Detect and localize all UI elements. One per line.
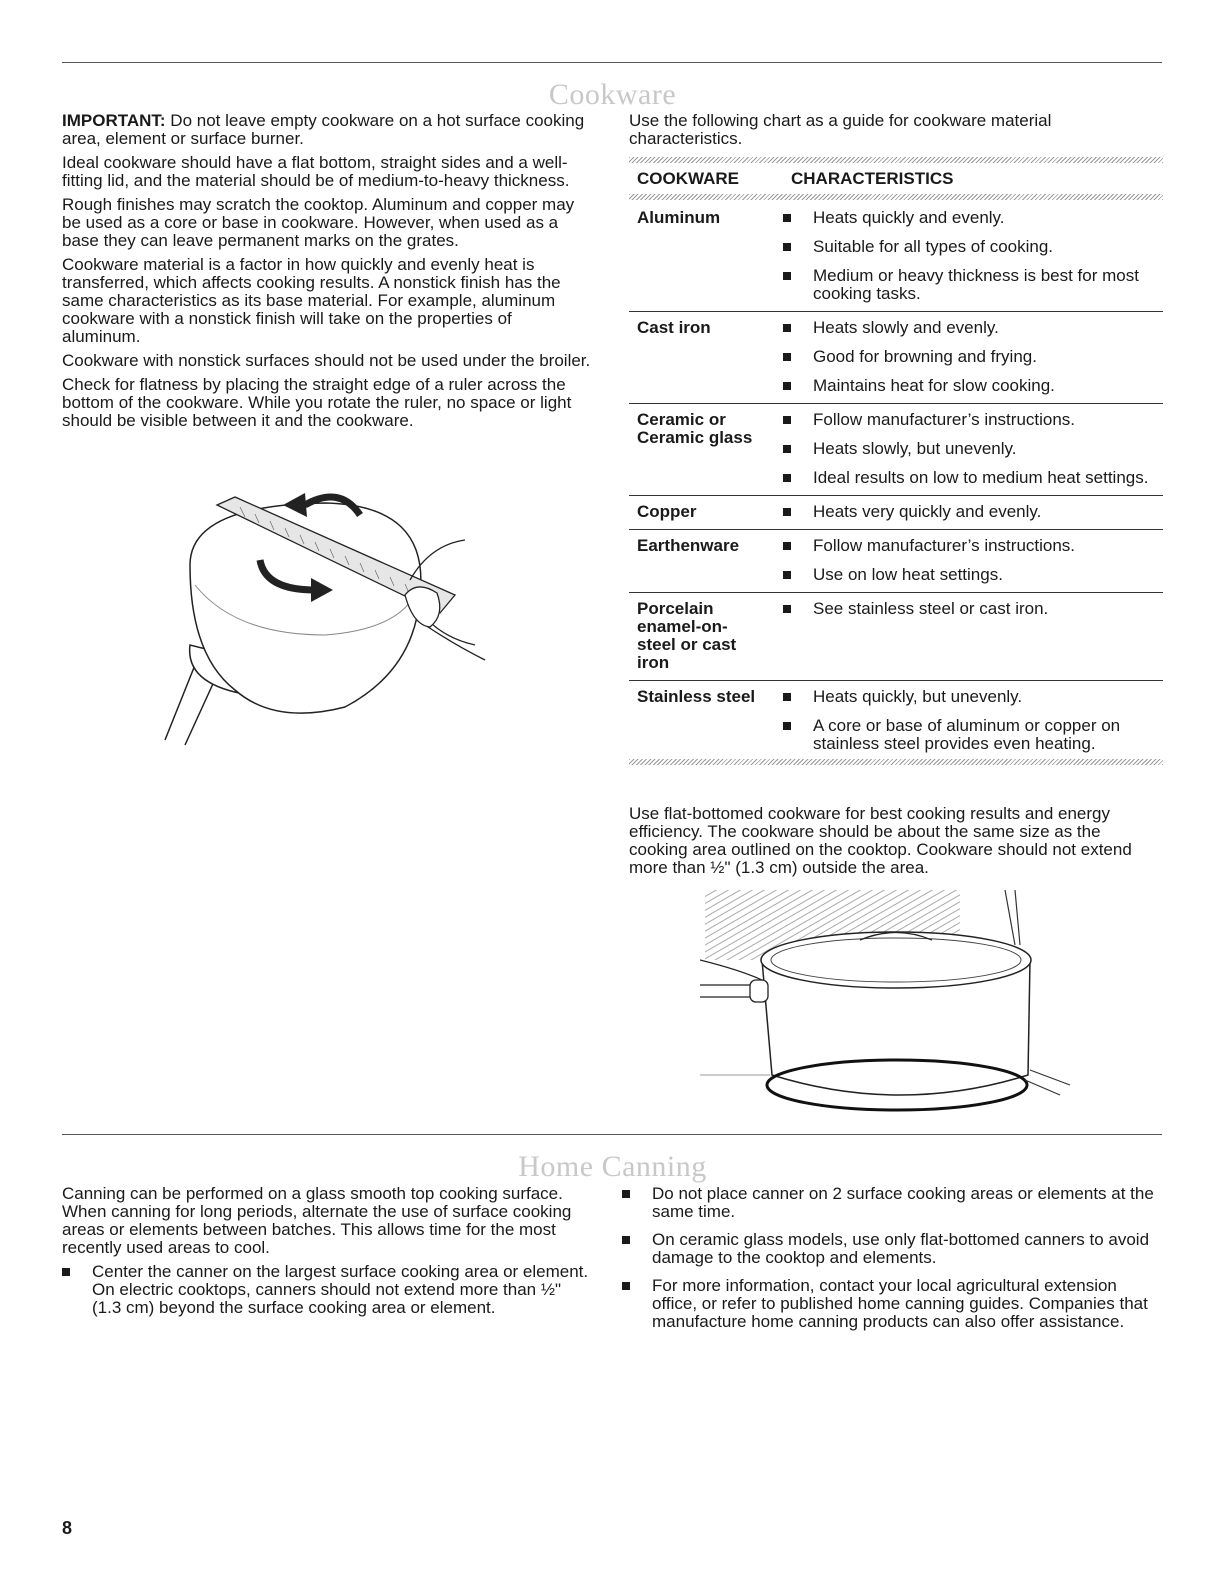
ruler-pan-illustration [155, 485, 505, 755]
paragraph-flatness: Check for flatness by placing the straight edge of a ruler across the bottom of the cookware. While you rotate the ruler, no space or light should be visible between it and the cookware. [62, 375, 572, 430]
material-cell: Porcelain enamel-on-steel or cast iron [637, 599, 737, 672]
header-characteristics: CHARACTERISTICS [791, 169, 954, 188]
characteristic: Good for browning and frying. [813, 347, 1037, 366]
bullet-icon [783, 353, 791, 361]
pot-drawing [700, 885, 1080, 1130]
page-number: 8 [62, 1518, 73, 1538]
bullet-icon [783, 243, 791, 251]
important-paragraph [62, 112, 594, 148]
paragraph-material: Cookware material is a factor in how quickly and evenly heat is transferred, which affects cooking results. A nonstick finish has the same characteristics as its base material. For example, aluminum cookware with a nonstick finish will take on the properties of aluminum. [62, 255, 561, 346]
bullet-icon [622, 1282, 630, 1290]
canning-bullet-item [62, 1263, 592, 1317]
cookware-title: Cookware [548, 78, 677, 111]
characteristic: Heats slowly, but unevenly. [813, 439, 1017, 458]
bullet-icon [783, 571, 791, 579]
header-cookware: COOKWARE [637, 169, 739, 188]
characteristic: Heats very quickly and evenly. [813, 502, 1042, 521]
bullet-icon [622, 1236, 630, 1244]
top-rule [62, 62, 1162, 63]
cookware-table [629, 157, 1163, 765]
paragraph-rough: Rough finishes may scratch the cooktop. Aluminum and copper may be used as a core or base in cookware. However, when used as a base they can leave permanent marks on the grates. [62, 195, 575, 250]
characteristic: Heats slowly and evenly. [813, 318, 999, 337]
table-bottom-border [629, 759, 1163, 765]
bullet-icon [783, 693, 791, 701]
table-row-porcelain [629, 593, 1163, 681]
bullet-icon [783, 416, 791, 424]
bullet-icon [783, 508, 791, 516]
bullet-text: Center the canner on the largest surface cooking area or element. On electric cooktops, canners should not extend more than ½" (1.3 cm) beyond the surface cooking area or element. [92, 1262, 589, 1317]
characteristic: Heats quickly, but unevenly. [813, 687, 1023, 706]
canning-left-column [62, 1185, 592, 1327]
table-row-earthenware [629, 530, 1163, 593]
canning-title: Home Canning [518, 1150, 707, 1183]
table-row-aluminum [629, 200, 1163, 312]
cookware-left-column [62, 112, 594, 436]
bullet-icon [783, 542, 791, 550]
characteristic: Maintains heat for slow cooking. [813, 376, 1055, 395]
canning-intro: Canning can be performed on a glass smooth top cooking surface. When canning for long periods, alternate the use of surface cooking areas or elements between batches. This allows time for the most recently used areas to cool. [62, 1184, 572, 1257]
bullet-text: On ceramic glass models, use only flat-bottomed canners to avoid damage to the cooktop and elements. [652, 1230, 1150, 1267]
canning-right-column [622, 1185, 1157, 1341]
after-table-paragraph: Use flat-bottomed cookware for best cooking results and energy efficiency. The cookware should be about the same size as the cooking area outlined on the cooktop. Cookware should not extend more than ½" (1.3 cm) outside the area. [629, 804, 1132, 877]
important-text: Do not leave empty cookware on a hot surface cooking area, element or surface burner. [62, 111, 585, 148]
table-header [629, 163, 1163, 194]
characteristic: See stainless steel or cast iron. [813, 599, 1049, 618]
important-label: IMPORTANT: [62, 111, 166, 130]
material-cell: Ceramic or Ceramic glass [637, 410, 753, 447]
characteristic: Follow manufacturer’s instructions. [813, 536, 1076, 555]
characteristic: Heats quickly and evenly. [813, 208, 1005, 227]
canning-bullet-item [622, 1185, 1157, 1221]
bullet-text: For more information, contact your local agricultural extension office, or refer to published home canning guides. Companies that manufacture home canning products can also offer assistance. [652, 1276, 1148, 1331]
bullet-text: Do not place canner on 2 surface cooking areas or elements at the same time. [652, 1184, 1154, 1221]
bullet-icon [783, 324, 791, 332]
table-row-stainless-steel [629, 681, 1163, 759]
paragraph-ideal: Ideal cookware should have a flat bottom, straight sides and a well-fitting lid, and the material should be of medium-to-heavy thickness. [62, 153, 570, 190]
bullet-icon [783, 722, 791, 730]
characteristic: Use on low heat settings. [813, 565, 1003, 584]
material-cell: Aluminum [637, 208, 721, 227]
bullet-icon [783, 474, 791, 482]
bullet-icon [783, 382, 791, 390]
table-row-cast-iron [629, 312, 1163, 404]
bullet-icon [783, 214, 791, 222]
bullet-icon [783, 605, 791, 613]
characteristic: A core or base of aluminum or copper on stainless steel provides even heating. [813, 716, 1121, 753]
pot-on-cooktop-illustration [700, 885, 1080, 1130]
table-row-copper [629, 496, 1163, 530]
bullet-icon [783, 272, 791, 280]
characteristic: Ideal results on low to medium heat settings. [813, 468, 1149, 487]
ruler-pan-drawing [155, 485, 505, 755]
characteristic: Follow manufacturer’s instructions. [813, 410, 1076, 429]
characteristic: Medium or heavy thickness is best for most cooking tasks. [813, 266, 1139, 303]
canning-rule [62, 1134, 1162, 1135]
material-cell: Cast iron [637, 318, 711, 337]
material-cell: Copper [637, 502, 697, 521]
chart-intro: Use the following chart as a guide for cookware material characteristics. [629, 111, 1052, 148]
canning-bullet-item [622, 1231, 1157, 1267]
paragraph-nonstick: Cookware with nonstick surfaces should not be used under the broiler. [62, 351, 591, 370]
material-cell: Stainless steel [637, 687, 756, 706]
bullet-icon [783, 445, 791, 453]
material-cell: Earthenware [637, 536, 740, 555]
bullet-icon [62, 1268, 70, 1276]
bullet-icon [622, 1190, 630, 1198]
table-row-ceramic [629, 404, 1163, 496]
canning-bullet-item [622, 1277, 1157, 1331]
characteristic: Suitable for all types of cooking. [813, 237, 1054, 256]
